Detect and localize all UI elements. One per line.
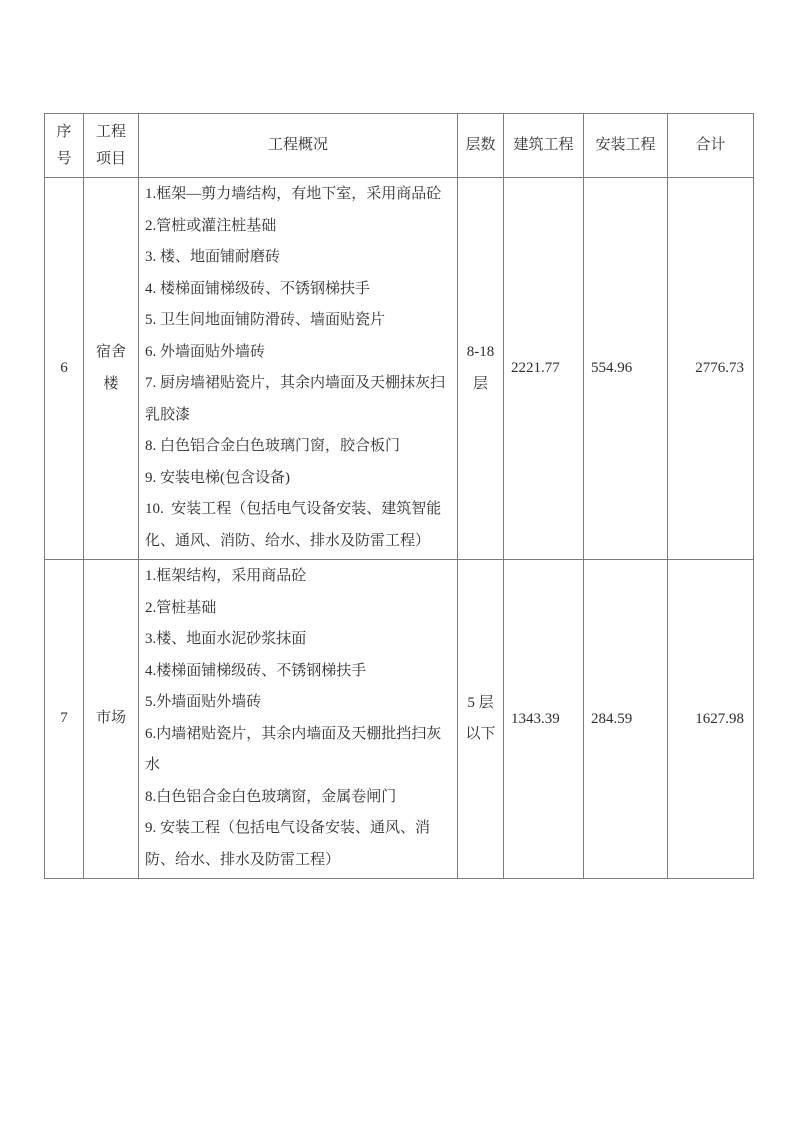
column-header-overview: 工程概况 [139, 114, 458, 178]
overview-item: 3.楼、地面水泥砂浆抹面 [145, 631, 307, 647]
overview-item: 1.框架—剪力墙结构，有地下室，采用商品砼 [145, 186, 442, 202]
table-header [45, 114, 754, 178]
project-cost-table [44, 113, 754, 879]
table-row [45, 178, 754, 560]
column-header-construction: 建筑工程 [504, 114, 584, 178]
table-body [45, 178, 754, 879]
cell-project-name: 市场 [84, 560, 139, 879]
cell-serial-number: 6 [45, 178, 84, 560]
cell-installation-cost: 284.59 [584, 560, 668, 879]
overview-item: 1.框架结构，采用商品砼 [145, 568, 307, 584]
overview-item: 9. 安装电梯(包含设备) [145, 469, 290, 486]
overview-item: 5.外墙面贴外墙砖 [145, 694, 262, 710]
overview-item: 9. 安装工程（包括电气设备安装、通风、消防、给水、排水及防雷工程） [145, 820, 431, 868]
overview-item: 5. 卫生间地面铺防滑砖、墙面贴瓷片 [145, 312, 386, 328]
cell-floor-count: 8-18 层 [458, 178, 504, 560]
overview-item: 4. 楼梯面铺梯级砖、不锈钢梯扶手 [145, 280, 371, 297]
column-header-total: 合计 [668, 114, 754, 178]
cell-project-overview [139, 560, 458, 879]
overview-item: 2.管桩基础 [145, 599, 217, 616]
overview-item: 8.白色铝合金白色玻璃窗，金属卷闸门 [145, 788, 397, 805]
cell-floor-count: 5 层以下 [458, 560, 504, 879]
header-row [45, 114, 754, 178]
overview-item: 6. 外墙面贴外墙砖 [145, 343, 266, 360]
column-header-floors: 层数 [458, 114, 504, 178]
column-header-project: 工程项目 [84, 114, 139, 178]
cell-installation-cost: 554.96 [584, 178, 668, 560]
cell-total-cost: 1627.98 [668, 560, 754, 879]
overview-item: 7. 厨房墙裙贴瓷片，其余内墙面及天棚抹灰扫乳胶漆 [145, 375, 446, 423]
overview-item: 4.楼梯面铺梯级砖、不锈钢梯扶手 [145, 662, 367, 679]
cell-serial-number: 7 [45, 560, 84, 879]
table-row [45, 560, 754, 879]
overview-item: 2.管桩或灌注桩基础 [145, 217, 277, 234]
overview-item: 6.内墙裙贴瓷片，其余内墙面及天棚批挡扫灰水 [145, 725, 442, 773]
column-header-serial: 序号 [45, 114, 84, 178]
cell-project-overview [139, 178, 458, 560]
overview-item: 8. 白色铝合金白色玻璃门窗，胶合板门 [145, 438, 401, 454]
cell-construction-cost: 2221.77 [504, 178, 584, 560]
cell-project-name: 宿舍楼 [84, 178, 139, 560]
column-header-installation: 安装工程 [584, 114, 668, 178]
cell-total-cost: 2776.73 [668, 178, 754, 560]
overview-item: 3. 楼、地面铺耐磨砖 [145, 249, 281, 265]
cell-construction-cost: 1343.39 [504, 560, 584, 879]
overview-item: 10. 安装工程（包括电气设备安装、建筑智能化、通风、消防、给水、排水及防雷工程） [145, 501, 442, 549]
